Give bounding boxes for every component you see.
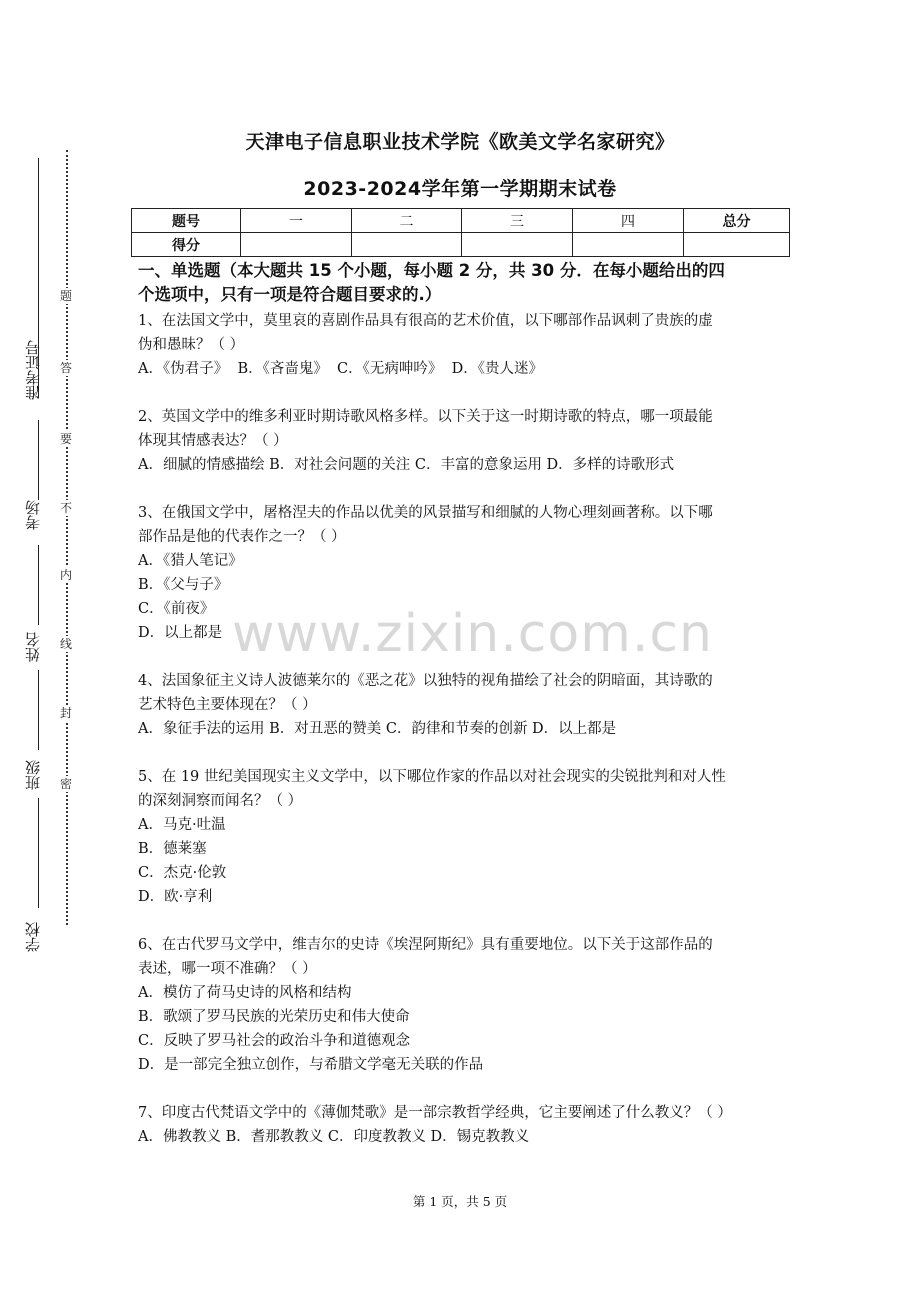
seal-char: 内 [59, 568, 72, 582]
binding-line [38, 798, 39, 908]
question-stem-line: 表述，哪一项不准确？（ ） [138, 961, 317, 977]
question-stem-line: 3、在俄国文学中，屠格涅夫的作品以优美的风景描写和细腻的人物心理刻画著称。以下哪 [138, 505, 713, 521]
question-stem-line: 的深刻洞察而闻名？（ ） [138, 793, 303, 809]
question-options: A．细腻的情感描绘 B．对社会问题的关注 C．丰富的意象运用 D．多样的诗歌形式 [138, 457, 675, 473]
page-footer: 第 1 页，共 5 页 [412, 1194, 508, 1209]
exam-id-label: 准考证号 [24, 340, 42, 400]
question-5 [138, 765, 788, 909]
watermark: www.zixin.com.cn [232, 604, 713, 664]
exam-subtitle: 2023-2024学年第一学期期末试卷 [303, 178, 617, 200]
table-cell: 题号 [132, 209, 241, 233]
option-c: C．杰克·伦敦 [138, 865, 227, 881]
score-input-cell [241, 233, 352, 257]
table-cell: 三 [462, 209, 573, 233]
option-b: B．歌颂了罗马民族的光荣历史和伟大使命 [138, 1009, 410, 1025]
seal-char: 线 [59, 637, 72, 651]
section-heading-line: 个选项中，只有一项是符合题目要求的.） [138, 285, 442, 304]
exam-title: 天津电子信息职业技术学院《欧美文学名家研究》 [245, 131, 675, 153]
binding-line [38, 420, 39, 500]
table-cell: 得分 [132, 233, 241, 257]
seal-char: 不 [59, 501, 72, 515]
seal-char: 答 [59, 361, 72, 375]
table-cell: 总分 [684, 209, 790, 233]
school-label: 学校 [24, 922, 42, 952]
question-stem-line: 5、在 19 世纪美国现实主义文学中，以下哪位作家的作品以对社会现实的尖锐批判和对人性 [138, 769, 726, 785]
table-cell: 二 [352, 209, 462, 233]
question-7 [138, 1101, 788, 1149]
section-heading-line: 一、单选题（本大题共 15 个小题，每小题 2 分，共 30 分．在每小题给出的四 [138, 261, 725, 280]
option-a: A．马克·吐温 [138, 817, 226, 833]
section-heading [138, 259, 788, 307]
score-input-cell [573, 233, 684, 257]
question-stem-line: 艺术特色主要体现在？（ ） [138, 697, 317, 713]
question-6 [138, 933, 788, 1077]
binding-line [38, 545, 39, 625]
option-b: B．《父与子》 [138, 577, 229, 593]
question-1 [138, 309, 788, 381]
table-cell: 一 [241, 209, 352, 233]
seal-char: 封 [59, 706, 72, 720]
name-label: 姓名 [24, 632, 42, 662]
score-input-cell [352, 233, 462, 257]
score-table-score-row [132, 233, 790, 257]
question-stem-line: 部作品是他的代表作之一？（ ） [138, 529, 346, 545]
question-4 [138, 669, 788, 741]
option-a: A．《猎人笔记》 [138, 553, 243, 569]
score-table-header-row [132, 209, 790, 233]
option-d: D．欧·亨利 [138, 889, 213, 905]
seal-char: 题 [59, 289, 72, 303]
question-stem-line: 2、英国文学中的维多利亚时期诗歌风格多样。以下关于这一时期诗歌的特点，哪一项最能 [138, 409, 713, 425]
question-2 [138, 405, 788, 477]
option-b: B．德莱塞 [138, 841, 207, 857]
score-table [131, 208, 790, 257]
question-stem-line: 1、在法国文学中，莫里哀的喜剧作品具有很高的艺术价值，以下哪部作品讽刺了贵族的虚 [138, 313, 713, 329]
option-d: D．以上都是 [138, 625, 223, 641]
option-d: D．是一部完全独立创作，与希腊文学毫无关联的作品 [138, 1057, 484, 1073]
question-options: A．佛教教义 B．耆那教教义 C．印度教教义 D．锡克教教义 [138, 1129, 530, 1145]
binding-line [38, 670, 39, 750]
seal-char: 密 [59, 777, 72, 791]
option-c: C．反映了罗马社会的政治斗争和道德观念 [138, 1033, 411, 1049]
question-options: A．象征手法的运用 B．对丑恶的赞美 C．韵律和节奏的创新 D．以上都是 [138, 721, 617, 737]
exam-room-label: 考场 [24, 500, 42, 530]
question-stem-line: 伪和愚昧？（ ） [138, 337, 245, 353]
question-stem-line: 6、在古代罗马文学中，维吉尔的史诗《埃涅阿斯纪》具有重要地位。以下关于这部作品的 [138, 937, 713, 953]
score-input-cell [462, 233, 573, 257]
question-options: A．《伪君子》 B．《吝啬鬼》 C．《无病呻吟》 D．《贵人迷》 [138, 361, 543, 377]
seal-char: 要 [59, 432, 72, 446]
table-cell: 四 [573, 209, 684, 233]
question-stem-line: 4、法国象征主义诗人波德莱尔的《恶之花》以独特的视角描绘了社会的阴暗面，其诗歌的 [138, 673, 713, 689]
option-c: C．《前夜》 [138, 601, 215, 617]
class-label: 班级 [24, 760, 42, 790]
question-stem-line: 体现其情感表达？（ ） [138, 433, 288, 449]
exam-content [138, 259, 788, 1149]
score-input-cell [684, 233, 790, 257]
option-a: A．模仿了荷马史诗的风格和结构 [138, 985, 352, 1001]
question-3 [138, 501, 788, 645]
seal-dotted-line [66, 150, 68, 925]
question-stem-line: 7、印度古代梵语文学中的《薄伽梵歌》是一部宗教哲学经典，它主要阐述了什么教义？（ ） [138, 1105, 732, 1121]
